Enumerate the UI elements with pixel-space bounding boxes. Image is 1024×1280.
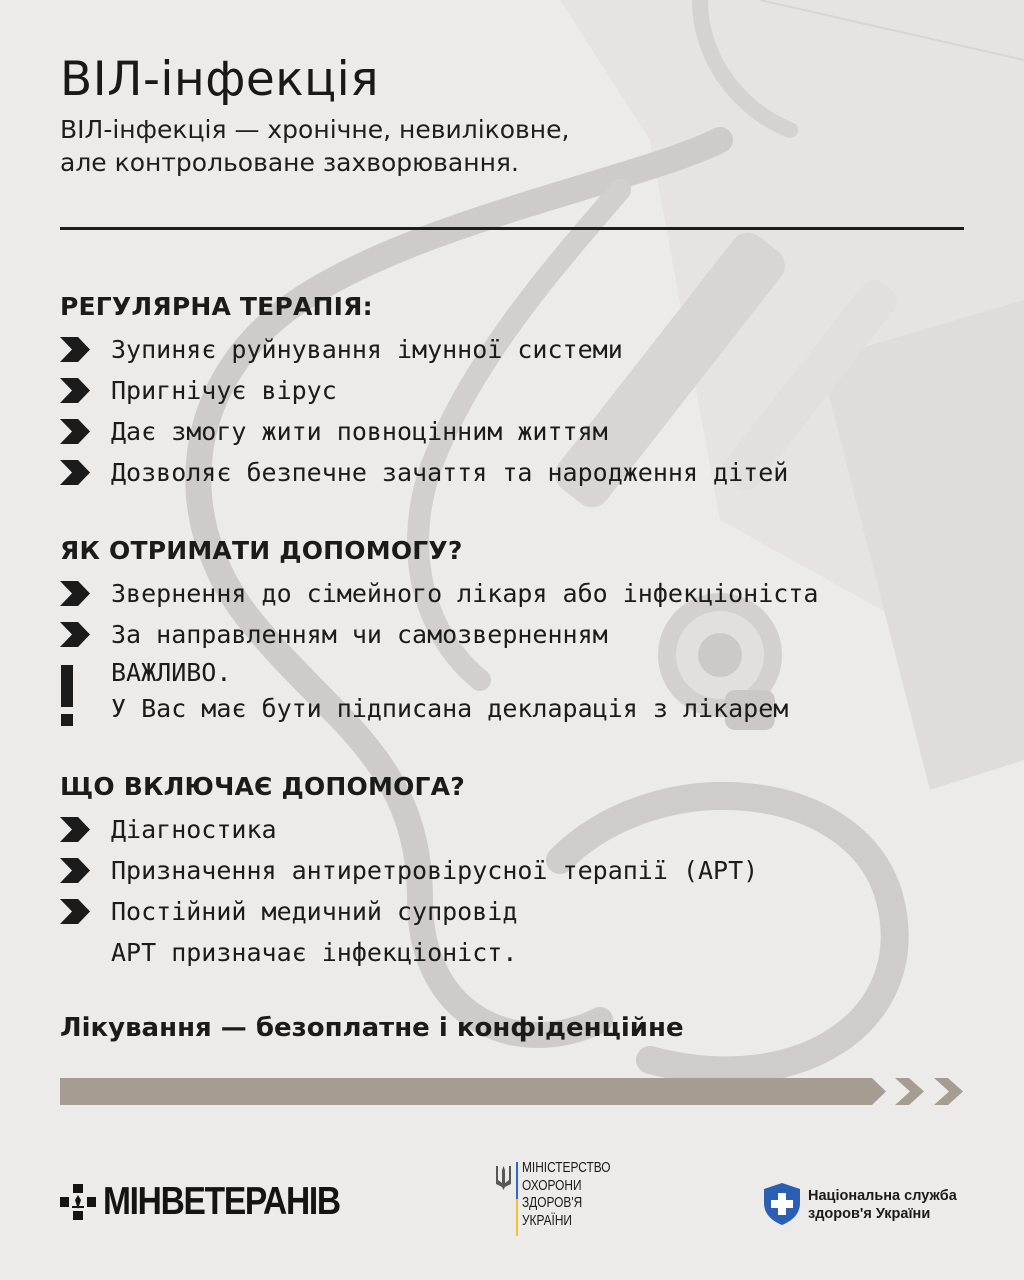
- trident-icon: [495, 1164, 512, 1190]
- list-item-text: Пригнічує вірус: [111, 376, 337, 405]
- decorative-arrow-bar: [60, 1078, 964, 1105]
- list-item: [60, 809, 758, 850]
- list-item-text: За направленням чи самозверненням: [111, 620, 608, 649]
- list-item: [60, 891, 758, 932]
- subtitle-line: ВІЛ-інфекція — хронічне, невиліковне,: [60, 115, 570, 144]
- list-item-text: Дає змогу жити повноцінним життям: [111, 417, 608, 446]
- help-includes-list: [60, 809, 758, 932]
- nszu-line: Національна служба: [808, 1188, 957, 1204]
- important-text: У Вас має бути підписана декларація з лікарем: [111, 694, 789, 723]
- double-chevron-icon: [60, 622, 92, 647]
- subtitle-line: але контрольоване захворювання.: [60, 148, 519, 177]
- list-item-text: Постійний медичний супровід: [111, 897, 518, 926]
- page-title: ВІЛ-інфекція: [60, 52, 380, 107]
- moz-line: ОХОРОНИ: [522, 1177, 582, 1194]
- art-note: АРТ призначає інфекціоніст.: [111, 938, 518, 967]
- double-chevron-icon: [60, 581, 92, 606]
- divider: [60, 227, 964, 230]
- list-item-text: Діагностика: [111, 815, 277, 844]
- double-chevron-icon: [60, 378, 92, 403]
- double-chevron-icon: [60, 460, 92, 485]
- double-chevron-icon: [60, 419, 92, 444]
- list-item: [60, 573, 818, 614]
- nszu-line: здоров'я України: [808, 1206, 931, 1222]
- section-heading-therapy: РЕГУЛЯРНА ТЕРАПІЯ:: [60, 292, 373, 321]
- shield-cross-icon: [764, 1183, 800, 1225]
- list-item-text: Призначення антиретровірусної терапії (АРТ): [111, 856, 759, 885]
- list-item: [60, 850, 758, 891]
- list-item-text: Дозволяє безпечне зачаття та народження дітей: [111, 458, 789, 487]
- veterans-cross-emblem-icon: [60, 1184, 96, 1220]
- nszu-logo: [764, 1183, 974, 1225]
- section-heading-help-includes: ЩО ВКЛЮЧАЄ ДОПОМОГА?: [60, 772, 465, 801]
- minveteraniv-name: МІНВЕТЕРАНІВ: [103, 1180, 340, 1223]
- therapy-list: [60, 329, 788, 493]
- moz-line: МІНІСТЕРСТВО: [522, 1160, 611, 1176]
- moz-blue-bar: [516, 1162, 518, 1199]
- footer-note: Лікування — безоплатне і конфіденційне: [60, 1013, 684, 1043]
- double-chevron-icon: [60, 899, 92, 924]
- important-label: ВАЖЛИВО.: [111, 658, 232, 687]
- double-chevron-icon: [60, 337, 92, 362]
- get-help-list: [60, 573, 818, 655]
- list-item: [60, 614, 818, 655]
- list-item-text: Звернення до сімейного лікаря або інфекціоніста: [111, 579, 819, 608]
- list-item: [60, 329, 788, 370]
- moz-text: [522, 1160, 611, 1230]
- double-chevron-icon: [60, 817, 92, 842]
- exclamation-icon: [60, 665, 74, 727]
- important-note: [60, 655, 940, 735]
- minveteraniv-logo: [60, 1180, 350, 1230]
- section-heading-get-help: ЯК ОТРИМАТИ ДОПОМОГУ?: [60, 536, 463, 565]
- double-chevron-icon: [60, 858, 92, 883]
- list-item: [60, 411, 788, 452]
- list-item: [60, 370, 788, 411]
- list-item: [60, 452, 788, 493]
- page-subtitle: [60, 113, 760, 179]
- moz-line: ЗДОРОВ'Я: [522, 1195, 583, 1211]
- moz-logo: [495, 1160, 625, 1240]
- nszu-text: [808, 1187, 957, 1223]
- list-item-text: Зупиняє руйнування імунної системи: [111, 335, 623, 364]
- moz-line: УКРАЇНИ: [522, 1212, 572, 1229]
